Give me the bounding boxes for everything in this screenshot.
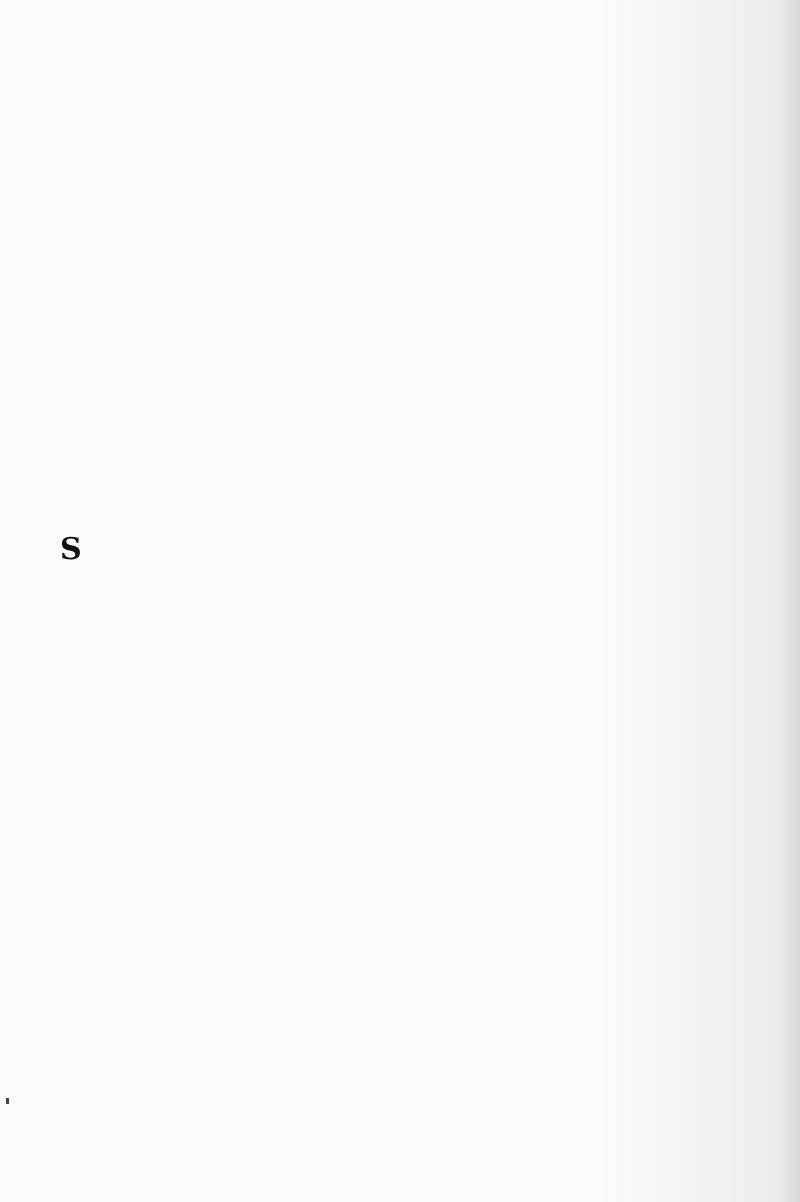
scan-speck	[6, 1098, 9, 1104]
page-edge-shadow	[780, 0, 800, 1202]
show-through-bleed	[600, 0, 800, 1202]
drop-capital: S	[60, 532, 82, 567]
